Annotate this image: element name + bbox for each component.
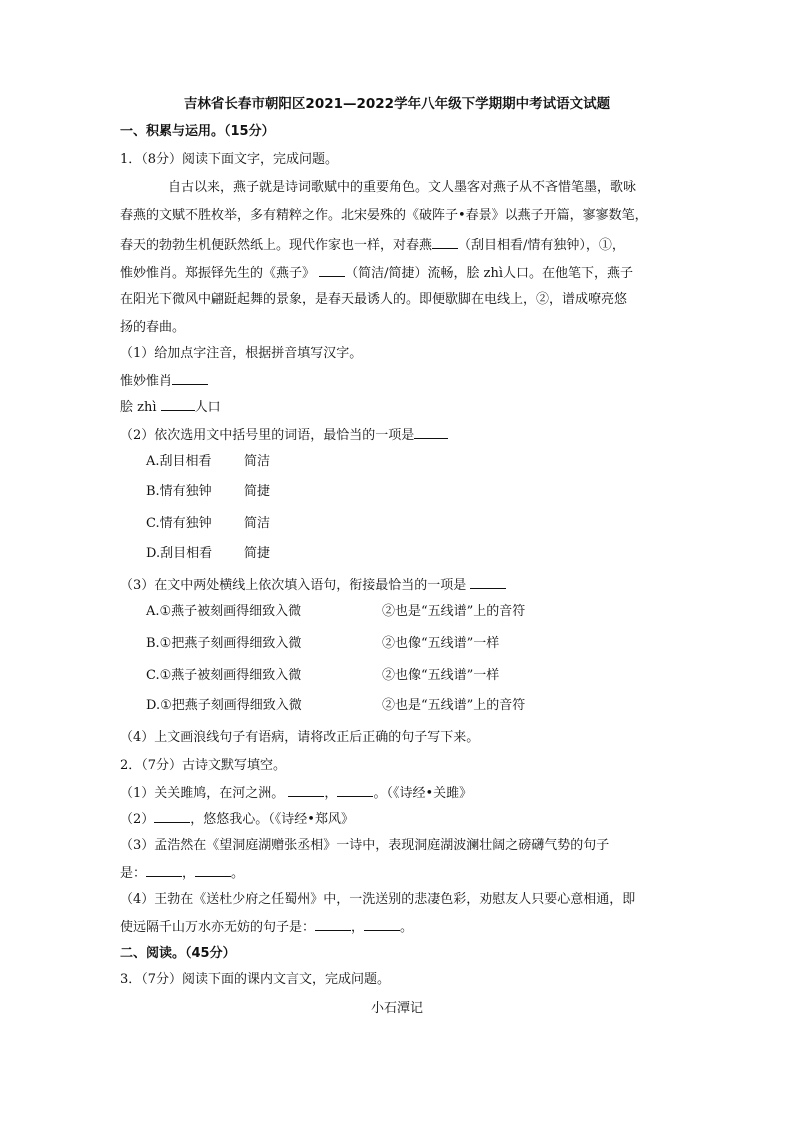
passage-text: 惟妙惟肖。郑振铎先生的《燕子》 bbox=[120, 266, 316, 281]
question-text: （1）关关雎鸠，在河之洲。 bbox=[120, 786, 285, 801]
answer-blank[interactable] bbox=[161, 396, 195, 411]
subquestion-2-1 bbox=[120, 782, 472, 804]
option-d[interactable]: D.①把燕子刻画得细致入微 bbox=[146, 698, 302, 713]
option-a-second: 简洁 bbox=[244, 454, 271, 469]
answer-blank[interactable] bbox=[414, 424, 448, 439]
question-text: 使远隔千山万水亦无妨的句子是： bbox=[120, 920, 316, 935]
question-2-heading: 2．（7分）古诗文默写填空。 bbox=[120, 758, 287, 773]
answer-blank[interactable] bbox=[364, 916, 400, 931]
question-text: ，悠悠我心。（《诗经•郑风》 bbox=[190, 812, 354, 827]
passage-line bbox=[120, 262, 633, 284]
question-text: 是： bbox=[120, 866, 147, 881]
option-c-second: 简洁 bbox=[244, 516, 271, 531]
section-1-heading: 一、积累与运用。（15分） bbox=[120, 124, 275, 139]
answer-blank[interactable] bbox=[315, 916, 351, 931]
passage-line: 春燕的文赋不胜枚举，多有精粹之作。北宋晏殊的《破阵子•春景》以燕子开篇，寥寥数笔， bbox=[120, 208, 648, 223]
question-text: （3）在文中两处横线上依次填入语句，衔接最恰当的一项是 bbox=[120, 578, 467, 593]
answer-blank[interactable] bbox=[337, 782, 373, 797]
subquestion-1-1-item-b bbox=[120, 396, 221, 418]
option-a[interactable]: A.①燕子被刻画得细致入微 bbox=[146, 604, 302, 619]
answer-blank[interactable] bbox=[195, 862, 231, 877]
item-text: 人口 bbox=[194, 400, 221, 415]
passage-text: 春天的勃勃生机便跃然纸上。现代作家也一样，对春燕 bbox=[120, 238, 433, 253]
option-d[interactable]: D.刮目相看 bbox=[146, 546, 213, 561]
item-text: 惟妙惟肖 bbox=[120, 374, 173, 389]
subquestion-2-4: （4）王勃在《送杜少府之任蜀州》中，一洗送别的悲凄色彩，劝慰友人只要心意相通，即 bbox=[120, 892, 636, 907]
subquestion-1-3 bbox=[120, 574, 506, 596]
question-text: （2） bbox=[120, 812, 155, 827]
punctuation: ， bbox=[351, 920, 365, 935]
option-c[interactable]: C.情有独钟 bbox=[146, 516, 212, 531]
passage-text: （简洁/简捷）流畅，脍 zhì人口。在他笔下，燕子 bbox=[345, 266, 634, 281]
punctuation: ， bbox=[324, 786, 338, 801]
page-title: 吉林省长春市朝阳区2021—2022学年八年级下学期期中考试语文试题 bbox=[183, 96, 611, 112]
passage-line bbox=[120, 234, 625, 256]
answer-blank[interactable] bbox=[319, 262, 345, 277]
question-3-heading: 3．（7分）阅读下面的课内文言文，完成问题。 bbox=[120, 972, 391, 987]
option-b-second: ②也像“五线谱”一样 bbox=[382, 636, 500, 651]
passage-title: 小石潭记 bbox=[370, 1001, 423, 1016]
option-d-second: 简捷 bbox=[244, 546, 271, 561]
passage-line: 自古以来，燕子就是诗词歌赋中的重要角色。文人墨客对燕子从不吝惜笔墨，歌咏 bbox=[168, 180, 637, 195]
item-text: 脍 zhì bbox=[120, 400, 157, 415]
answer-blank[interactable] bbox=[172, 370, 208, 385]
answer-blank[interactable] bbox=[432, 234, 458, 249]
answer-blank[interactable] bbox=[146, 862, 182, 877]
subquestion-2-4-cont bbox=[120, 916, 413, 938]
punctuation: 。 bbox=[400, 920, 414, 935]
option-a[interactable]: A.刮目相看 bbox=[146, 454, 212, 469]
punctuation: 。 bbox=[231, 866, 245, 881]
passage-line: 在阳光下微风中翩跹起舞的景象，是春天最诱人的。即便歇脚在电线上，②，谱成嘹亮悠 bbox=[120, 292, 628, 307]
option-b-second: 简捷 bbox=[244, 484, 271, 499]
answer-blank[interactable] bbox=[154, 808, 190, 823]
option-b[interactable]: B.①把燕子刻画得细致入微 bbox=[146, 636, 302, 651]
passage-text: （刮目相看/情有独钟），①， bbox=[458, 238, 625, 253]
subquestion-2-2 bbox=[120, 808, 354, 830]
answer-blank[interactable] bbox=[288, 782, 324, 797]
question-text: 。（《诗经•关雎》 bbox=[373, 786, 473, 801]
option-c[interactable]: C.①燕子被刻画得细致入微 bbox=[146, 668, 302, 683]
answer-blank[interactable] bbox=[470, 574, 506, 589]
subquestion-2-3: （3）孟浩然在《望洞庭湖赠张丞相》一诗中，表现洞庭湖波澜壮阔之磅礴气势的句子 bbox=[120, 838, 610, 853]
subquestion-1-1-item-a bbox=[120, 370, 208, 392]
option-d-second: ②也是“五线谱”上的音符 bbox=[382, 698, 526, 713]
subquestion-2-3-cont bbox=[120, 862, 244, 884]
option-a-second: ②也是“五线谱”上的音符 bbox=[382, 604, 526, 619]
subquestion-1-4: （4）上文画浪线句子有语病，请将改正后正确的句子写下来。 bbox=[120, 730, 480, 745]
subquestion-1-2 bbox=[120, 424, 448, 446]
section-2-heading: 二、阅读。（45分） bbox=[120, 946, 236, 961]
question-1-heading: 1．（8分）阅读下面文字，完成问题。 bbox=[120, 152, 339, 167]
punctuation: ， bbox=[182, 866, 196, 881]
question-text: （2）依次选用文中括号里的词语，最恰当的一项是 bbox=[120, 428, 415, 443]
option-c-second: ②也像“五线谱”一样 bbox=[382, 668, 500, 683]
subquestion-1-1: （1）给加点字注音，根据拼音填写汉字。 bbox=[120, 346, 363, 361]
passage-line: 扬的春曲。 bbox=[120, 320, 186, 335]
option-b[interactable]: B.情有独钟 bbox=[146, 484, 212, 499]
